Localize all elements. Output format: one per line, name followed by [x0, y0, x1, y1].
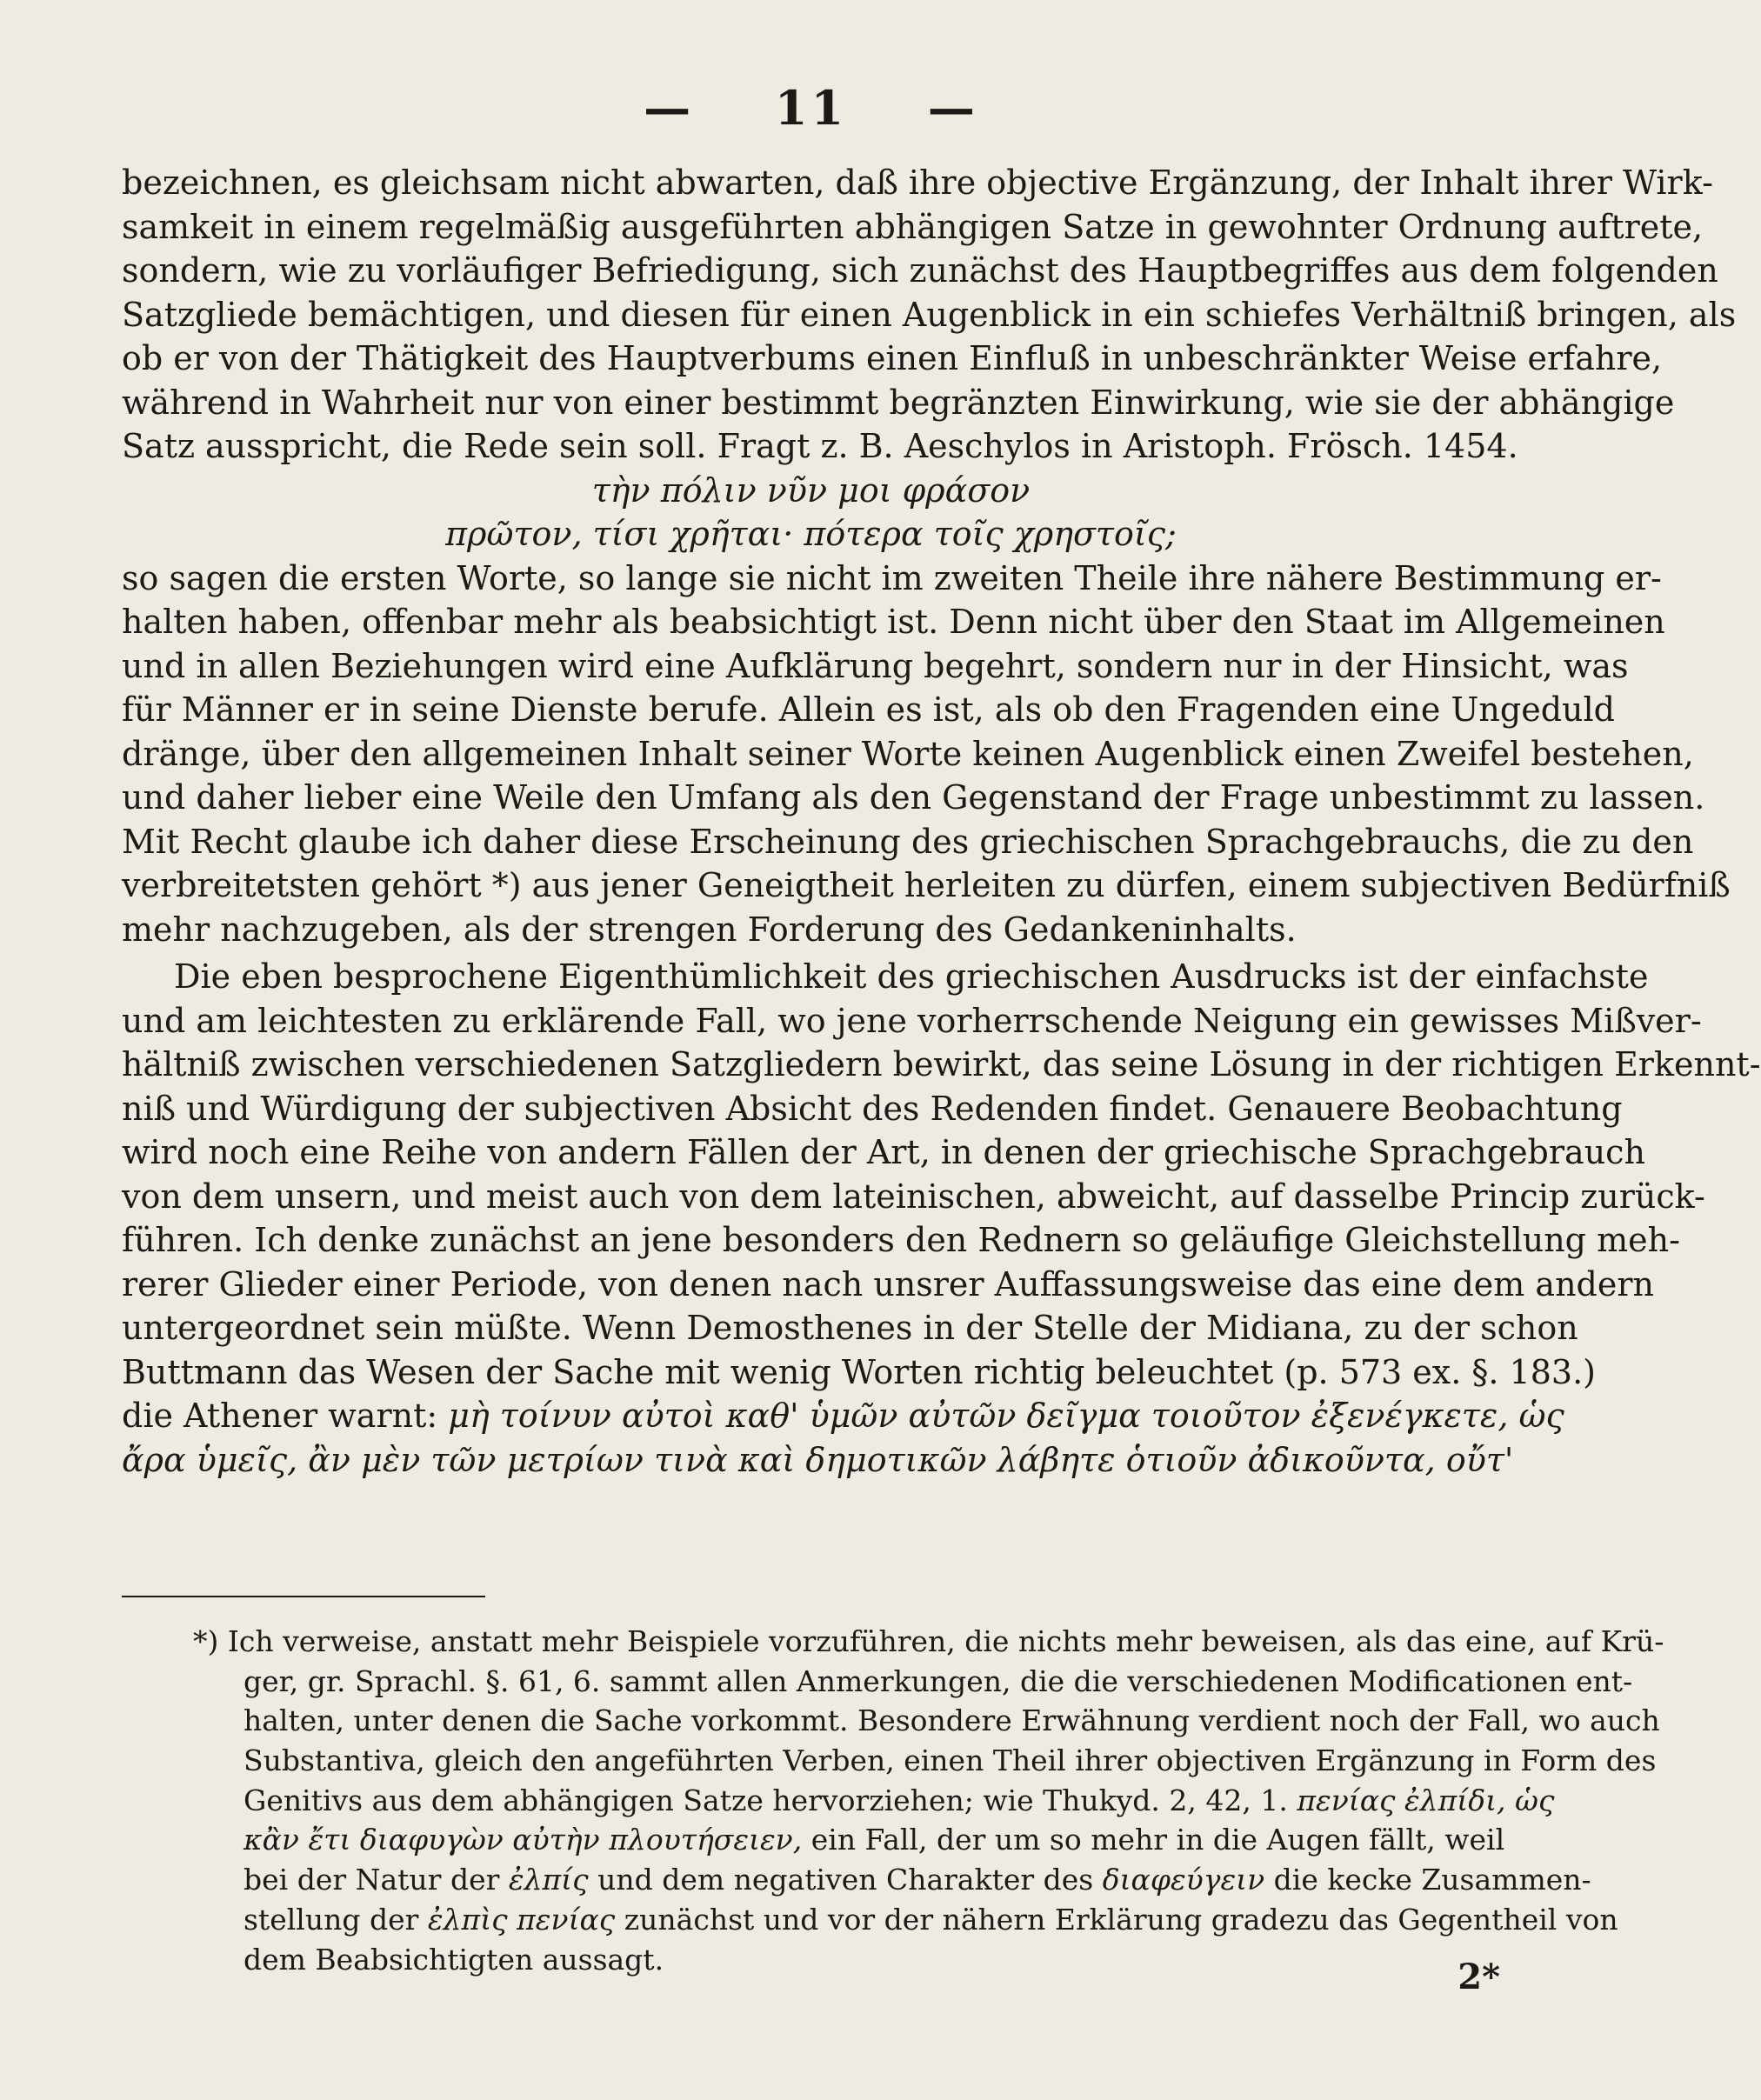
- text-line: und in allen Beziehungen wird eine Aufklärung begehrt, sondern nur in der Hinsicht, was: [122, 646, 1629, 685]
- greek-quote-line: τὴν πόλιν νῦν μοι φράσον: [591, 470, 1031, 510]
- german-text: Genitivs aus dem abhängigen Satze hervorziehen; wie Thukyd. 2, 42, 1.: [243, 1783, 1288, 1817]
- greek-text: ἐλπίς: [508, 1863, 589, 1897]
- text-line: und am leichtesten zu erklärende Fall, wo jene vorherrschende Neigung ein gewisses Mißver-: [122, 1001, 1702, 1040]
- text-line: niß und Würdigung der subjectiven Absicht des Redenden findet. Genauere Beobachtung: [122, 1089, 1623, 1128]
- text-line: und daher lieber eine Weile den Umfang als den Gegenstand der Frage unbestimmt zu lassen.: [122, 778, 1705, 817]
- footnote: [193, 1622, 1664, 1979]
- text-line: von dem unsern, und meist auch von dem lateinischen, abweicht, auf dasselbe Princip zurück-: [122, 1177, 1705, 1216]
- german-text: stellung der: [243, 1902, 419, 1937]
- german-text: die Athener warnt:: [122, 1397, 438, 1435]
- text-line: samkeit in einem regelmäßig ausgeführten abhängigen Satze in gewohnter Ordnung auftrete,: [122, 207, 1704, 246]
- german-text: die kecke Zusammen-: [1273, 1863, 1591, 1897]
- footnote-line: [243, 1820, 1505, 1860]
- greek-quote-line: πρῶτον, τίσι χρῆται· πότερα τοῖς χρηστοῖς;: [445, 515, 1177, 553]
- german-text: und dem negativen Charakter des: [597, 1863, 1094, 1897]
- footnote-line: [243, 1860, 1591, 1900]
- footnote-divider: [122, 1596, 485, 1597]
- page-header: [0, 80, 1622, 136]
- greek-text: μὴ τοίνυν αὐτοὶ καθ' ὑμῶν αὐτῶν δεῖγμα τοιοῦτον ἐξενέγκετε, ὡς: [448, 1397, 1564, 1435]
- text-line: ob er von der Thätigkeit des Hauptverbums einen Einfluß in unbeschränkter Weise erfahre,: [122, 339, 1663, 377]
- text-line: verbreitetsten gehört *) aus jener Geneigtheit herleiten zu dürfen, einem subjectiven Bedürfniß: [122, 866, 1731, 904]
- text-line: so sagen die ersten Worte, so lange sie nicht im zweiten Theile ihre nähere Bestimmung er-: [122, 558, 1662, 597]
- header-dash-right: —: [927, 80, 978, 136]
- text-line: untergeordnet sein müßte. Wenn Demosthenes in der Stelle der Midiana, zu der schon: [122, 1309, 1578, 1347]
- german-text: bei der Natur der: [243, 1863, 500, 1897]
- header-dash-left: —: [644, 80, 695, 136]
- text-line: dränge, über den allgemeinen Inhalt seiner Worte keinen Augenblick einen Zweifel bestehen,: [122, 734, 1694, 773]
- footnote-line: dem Beabsichtigten aussagt.: [243, 1942, 664, 1977]
- text-line: Mit Recht glaube ich daher diese Erscheinung des griechischen Sprachgebrauchs, die zu den: [122, 822, 1694, 861]
- text-line: Buttmann das Wesen der Sache mit wenig Worten richtig beleuchtet (p. 573 ex. §. 183.): [122, 1352, 1596, 1391]
- footnote-line: halten, unter denen die Sache vorkommt. Besondere Erwähnung verdient noch der Fall, wo auch: [243, 1703, 1660, 1738]
- footnote-line: Substantiva, gleich den angeführten Verben, einen Theil ihrer objectiven Ergänzung in Form des: [243, 1743, 1657, 1778]
- text-line: Satzgliede bemächtigen, und diesen für einen Augenblick in ein schiefes Verhältniß bringen, als: [122, 295, 1737, 334]
- greek-text: πενίας ἐλπίδι, ὡς: [1297, 1783, 1555, 1817]
- text-line: wird noch eine Reihe von andern Fällen der Art, in denen der griechische Sprachgebrauch: [122, 1133, 1645, 1171]
- greek-text: κἂν ἔτι διαφυγὼν αὐτὴν πλουτήσειεν,: [243, 1823, 803, 1857]
- german-text: ein Fall, der um so mehr in die Augen fällt, weil: [810, 1823, 1505, 1857]
- greek-text: ἐλπὶς πενίας: [427, 1902, 616, 1937]
- text-line: mehr nachzugeben, als der strengen Forderung des Gedankeninhalts.: [122, 910, 1297, 949]
- text-line: für Männer er in seine Dienste berufe. Allein es ist, als ob den Fragenden eine Ungeduld: [122, 690, 1615, 729]
- text-line: sondern, wie zu vorläufiger Befriedigung, sich zunächst des Hauptbegriffes aus dem folgenden: [122, 251, 1718, 290]
- text-line: bezeichnen, es gleichsam nicht abwarten, daß ihre objective Ergänzung, der Inhalt ihrer Wirk-: [122, 163, 1713, 202]
- signature-mark: 2*: [1457, 1957, 1500, 1997]
- mixed-text-line: [122, 1394, 1564, 1438]
- footnote-line: *) Ich verweise, anstatt mehr Beispiele vorzuführen, die nichts mehr beweisen, als das eine, auf Krü-: [193, 1624, 1664, 1658]
- footnote-line: [243, 1781, 1555, 1821]
- footnote-line: [243, 1900, 1618, 1940]
- greek-text-line: ἄρα ὑμεῖς, ἂν μὲν τῶν μετρίων τινὰ καὶ δημοτικῶν λάβητε ὁτιοῦν ἀδικοῦντα, οὔτ': [122, 1440, 1514, 1479]
- text-line: halten haben, offenbar mehr als beabsichtigt ist. Denn nicht über den Staat im Allgemeinen: [122, 603, 1665, 641]
- text-line: hältniß zwischen verschiedenen Satzgliedern bewirkt, das seine Lösung in der richtigen Erkennt-: [122, 1045, 1761, 1083]
- german-text: zunächst und vor der nähern Erklärung gradezu das Gegentheil von: [624, 1902, 1618, 1937]
- text-line: Satz ausspricht, die Rede sein soll. Fragt z. B. Aeschylos in Aristoph. Frösch. 1454.: [122, 427, 1518, 465]
- page-number: 11: [774, 80, 848, 136]
- greek-text: διαφεύγειν: [1102, 1863, 1265, 1897]
- main-text: [122, 161, 1761, 1482]
- text-line: während in Wahrheit nur von einer bestimmt begränzten Einwirkung, wie sie der abhängige: [122, 383, 1675, 422]
- text-line: rerer Glieder einer Periode, von denen nach unsrer Auffassungsweise das eine dem andern: [122, 1264, 1654, 1303]
- text-line: führen. Ich denke zunächst an jene besonders den Rednern so geläufige Gleichstellung meh-: [122, 1221, 1680, 1259]
- paragraph-start-line: Die eben besprochene Eigenthümlichkeit des griechischen Ausdrucks ist der einfachste: [174, 957, 1649, 996]
- footnote-line: ger, gr. Sprachl. §. 61, 6. sammt allen Anmerkungen, die die verschiedenen Modificationen ent-: [243, 1663, 1633, 1698]
